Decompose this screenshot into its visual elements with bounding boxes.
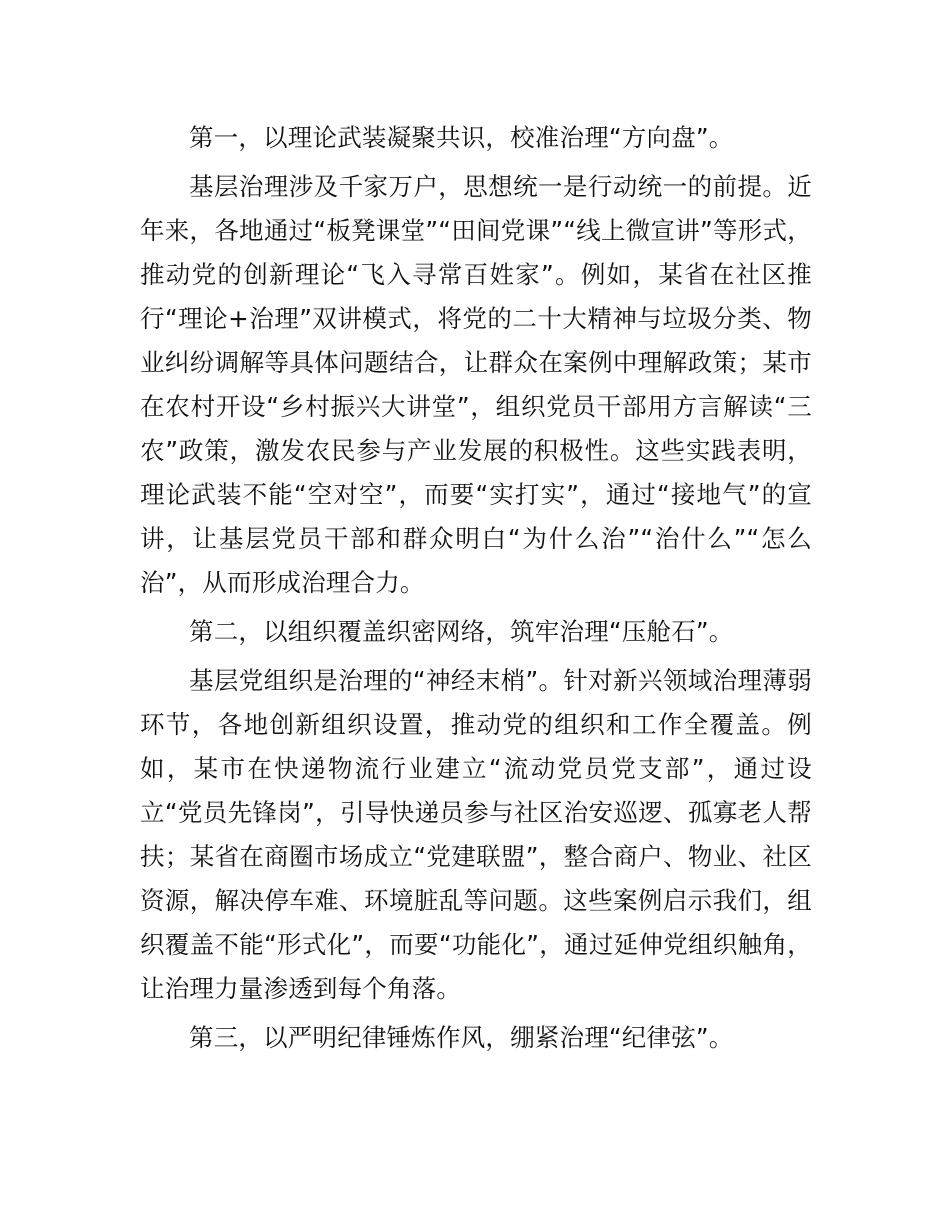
section-3-heading: 第三，以严明纪律锤炼作风，绷紧治理“纪律弦”。 [189,1023,734,1052]
section-2-paragraph: 基层党组织是治理的“神经末梢”。针对新兴领域治理薄弱环节，各地创新组织设置，推动党的组织和工作全覆盖。例如，某市在快递物流行业建立“流动党员党支部”，通过设立“党员先锋岗”，引导快递员参与社区治安巡逻、孤寡老人帮扶；某省在商圈市场成立“党建联盟”，整合商户、物业、社区资源，解决停车难、环境脏乱等问题。这些案例启示我们，组织覆盖不能“形式化”，而要“功能化”，通过延伸党组织触角，让治理力量渗透到每个角落。 [140,666,812,1003]
section-1-paragraph: 基层治理涉及千家万户，思想统一是行动统一的前提。近年来，各地通过“板凳课堂”“田间党课”“线上微宣讲”等形式，推动党的创新理论“飞入寻常百姓家”。例如，某省在社区推行“理论+治理”双讲模式，将党的二十大精神与垃圾分类、物业纠纷调解等具体问题结合，让群众在案例中理解政策；某市在农村开设“乡村振兴大讲堂”，组织党员干部用方言解读“三农”政策，激发农民参与产业发展的积极性。这些实践表明，理论武装不能“空对空”，而要“实打实”，通过“接地气”的宣讲，让基层党员干部和群众明白“为什么治”“治什么”“怎么治”，从而形成治理合力。 [140,172,812,597]
section-2-heading: 第二，以组织覆盖织密网络，筑牢治理“压舱石”。 [189,617,734,646]
document-body [140,116,812,1065]
section-1-heading: 第一，以理论武装凝聚共识，校准治理“方向盘”。 [189,123,734,152]
